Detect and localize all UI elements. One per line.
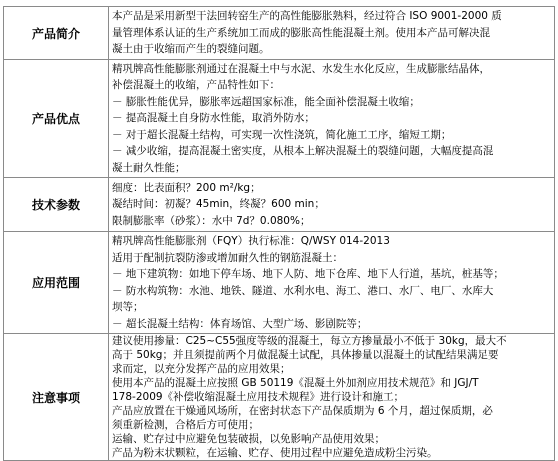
- row-label-product-intro: 产品简介: [4, 7, 109, 60]
- text-line: 量管理体系认证的生产系统加工而成的膨胀高性能混凝土剂。使用本产品可解决混: [112, 26, 490, 39]
- text-line: 精巩牌高性能膨胀剂通过在混凝土中与水泥、水发生水化反应，生成膨胀结晶体，: [112, 62, 490, 75]
- row-label-precautions: 注意事项: [4, 334, 109, 461]
- text-line: 求而定，以充分发挥产品的应用效果；: [112, 363, 291, 375]
- text-line: 凝结时间：初凝？45min，终凝？600 min；: [112, 198, 325, 211]
- text-line: － 减少收缩，提高混凝土密实度，从根本上解决混凝土的裂缝问题，大幅度提高混: [112, 145, 494, 158]
- row-label-application-scope: 应用范围: [4, 232, 109, 334]
- row-product-intro: [4, 7, 555, 60]
- row-content-precautions: [109, 334, 555, 461]
- row-content-product-advantages: [109, 60, 555, 178]
- text-line: 坝等；: [112, 301, 144, 313]
- text-line: 高于 50kg；并且须提前两个月做混凝土试配，具体掺量以混凝土的试配结果满足要: [112, 349, 499, 361]
- row-label-technical-parameters: 技术参数: [4, 178, 109, 232]
- text-line: － 防水构筑物：水池、地铁、隧道、水利水电、海工、港口、水厂、电厂、水库大: [112, 284, 494, 297]
- text-line: 补偿混凝土的收缩，产品特性如下：: [112, 79, 280, 92]
- text-line: 产品为粉末状颗粒，在运输、贮存、使用过程中应避免造成粉尘污染。: [112, 447, 438, 459]
- text-line: 适用于配制抗裂防渗或增加耐久性的钢筋混凝土：: [112, 251, 343, 264]
- row-application-scope: [4, 232, 555, 334]
- text-line: 使用本产品的混凝土应按照 GB 50119《混凝土外加剂应用技术规范》和 JGJ/T: [112, 377, 479, 389]
- text-line: － 对于超长混凝土结构，可实现一次性浇筑，简化施工工序，缩短工期；: [112, 128, 452, 141]
- row-technical-parameters: [4, 178, 555, 232]
- text-line: 凝土耐久性能；: [112, 161, 186, 174]
- text-line: － 提高混凝土自身防水性能，取消外防水；: [112, 112, 315, 125]
- text-line: 运输、贮存过中应避免包装破损，以免影响产品使用效果；: [112, 433, 385, 445]
- text-line: 产品应放置在干燥通风场所，在密封状态下产品保质期为 6 个月，超过保质期，必: [112, 405, 493, 417]
- row-content-product-intro: [109, 7, 555, 60]
- text-line: 限制膨胀率（砂浆）：水中 7d？0.080%；: [112, 214, 311, 227]
- spec-table: [3, 6, 555, 461]
- text-line: 须重新检测，合格后方可使用；: [112, 419, 259, 431]
- text-line: － 超长混凝土结构：体育场馆、大型广场、影剧院等；: [112, 317, 368, 330]
- text-line: 精巩牌高性能膨胀剂（FQY）执行标准：Q/WSY 014-2013: [112, 235, 390, 247]
- text-line: － 膨胀性能优异，膨胀率远超国家标准，能全面补偿混凝土收缩；: [112, 95, 420, 108]
- row-content-application-scope: [109, 232, 555, 334]
- row-product-advantages: [4, 60, 555, 178]
- row-precautions: [4, 334, 555, 461]
- text-line: 凝土由于收缩而产生的裂缝问题。: [112, 43, 270, 56]
- row-content-technical-parameters: [109, 178, 555, 232]
- text-line: － 地下建筑物：如地下停车场、地下人防、地下仓库、地下人行道，基坑，桩基等；: [112, 268, 504, 280]
- text-line: 细度：比表面积？200 m²/kg；: [112, 181, 261, 194]
- text-line: 本产品是采用新型干法回转窑生产的高性能膨胀熟料，经过符合 ISO 9001-2000 质: [112, 10, 502, 23]
- text-line: 建议使用掺量：C25~C55强度等级的混凝土，每立方掺量最小不低于 30kg，最大不: [112, 335, 507, 347]
- text-line: 178-2009《补偿收缩混凝土应用技术规程》进行设计和施工；: [112, 391, 405, 403]
- row-label-product-advantages: 产品优点: [4, 60, 109, 178]
